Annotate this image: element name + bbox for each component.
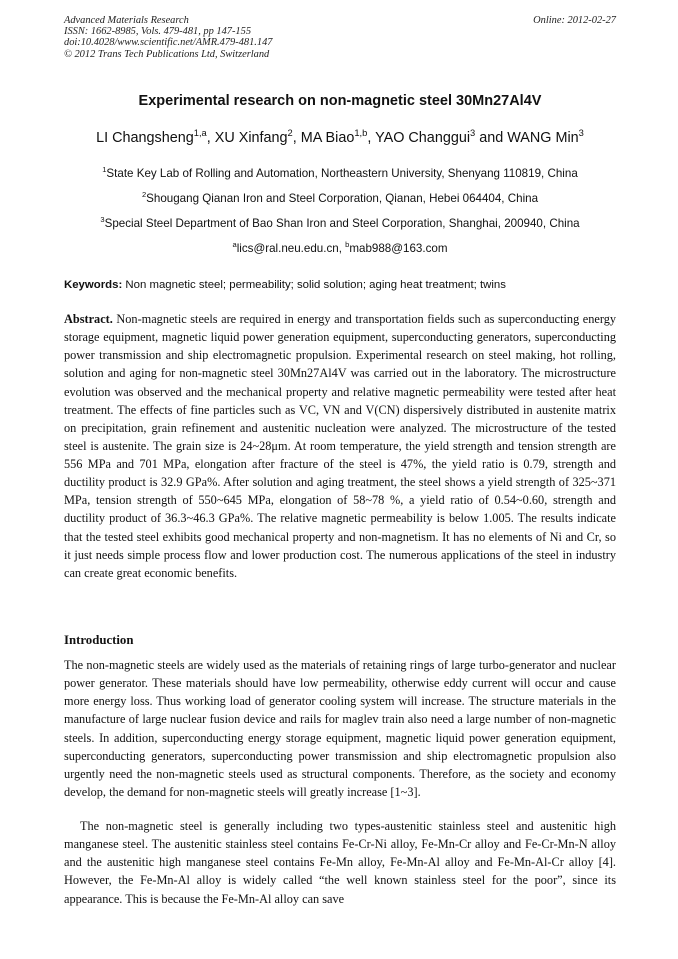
author-name: MA Biao — [300, 130, 355, 146]
abstract-text: Non-magnetic steels are required in energy and transportation fields such as superconducting energy storage equipment, magnetic liquid power generation equipment, superconducting generators, superconducting power transmission and ship electromagnetic propulsion. Experimental research on steel making, hot rolling, solution and aging for non-magnetic steel 30Mn27Al4V was carried out in the laboratory. The microstructure evolution was observed and the mechanical property and relative magnetic permeability were tested after heat treatment. The effects of fine particles such as VC, VN and V(CN) dispersively distributed in austenite matrix on precipitation, grain refinement and austenitic nucleation were analyzed. The microstructure of the tested steel is austenite. The grain size is 24~28μm. At room temperature, the yield strength and tension strength are 556 MPa and 701 MPa, elongation after fracture of the steel is 47%, the yield ratio is 0.79, strength and ductility product is 32.9 GPa%. After solution and aging treatment, the steel shows a yield strength of 325~371 MPa, tension strength of 550~645 MPa, elongation of 58~78 %, a yield ratio of 0.54~0.60, strength and ductility product of 36.3~46.3 GPa%. The relative magnetic permeability is below 1.005. The results indicate that the tested steel exhibits good mechanical property and non-magnetism. It has no elements of Ni and Cr, so it just needs simple process flow and lower production cost. The numerous applications of the steel in industry can create great economic benefits. — [64, 312, 616, 580]
keywords-text: Non magnetic steel; permeability; solid solution; aging heat treatment; twins — [122, 279, 506, 291]
author-name: LI Changsheng — [96, 130, 194, 146]
affiliation-1 — [40, 167, 640, 180]
intro-paragraph-1: The non-magnetic steels are widely used as the materials of retaining rings of large turbo-generator and nuclear power generator. These materials should have low permeability, otherwise eddy current will occur and cause more energy loss. Thus working load of generator cooling system will increase. The structure materials in the manufacture of large nuclear fusion device and rails for maglev train also need a large number of non-magnetic steels. In addition, superconducting energy storage equipment, magnetic liquid power generation equipment, superconducting generators, superconducting power transmission and ship electromagnetic propulsion also urgently need the non-magnetic steels used as structural components. Therefore, as the society and economy develop, the demand for non-magnetic steels will greatly increase [1~3]. — [64, 658, 616, 799]
author-mark: 2 — [287, 128, 293, 139]
author-mark: 1,a — [193, 128, 207, 139]
journal-header — [64, 15, 616, 60]
author-mark: 3 — [470, 128, 476, 139]
section-heading-introduction: Introduction — [64, 633, 134, 647]
affiliation-2 — [40, 192, 640, 205]
email-mark: b — [345, 240, 350, 250]
email-link[interactable]: lics@ral.neu.edu.cn — [236, 242, 339, 255]
affiliation-text: Shougang Qianan Iron and Steel Corporation, Qianan, Hebei 064404, China — [146, 192, 539, 205]
issn-line: ISSN: 1662-8985, Vols. 479-481, pp 147-155 — [64, 26, 252, 38]
affiliation-mark: 3 — [100, 215, 105, 225]
abstract-label: Abstract. — [64, 312, 113, 326]
affiliation-text: State Key Lab of Rolling and Automation, Northeastern University, Shenyang 110819, China — [106, 167, 578, 180]
abstract-paragraph — [64, 310, 616, 582]
author-name: WANG Min — [507, 130, 579, 146]
author-list — [40, 130, 640, 146]
email-mark: a — [232, 240, 237, 250]
author-name: YAO Changgui — [375, 130, 471, 146]
author-separator: , — [367, 130, 376, 146]
affiliation-text: Special Steel Department of Bao Shan Iron and Steel Corporation, Shanghai, 200940, China — [104, 217, 580, 230]
author-mark: 3 — [578, 128, 584, 139]
online-date: Online: 2012-02-27 — [533, 15, 616, 26]
affiliation-mark: 1 — [102, 165, 107, 175]
author-name: XU Xinfang — [214, 130, 288, 146]
copyright-line: © 2012 Trans Tech Publications Ltd, Switzerland — [64, 48, 270, 60]
affiliation-mark: 2 — [141, 190, 147, 200]
author-separator: , — [206, 130, 215, 146]
keywords — [64, 279, 616, 291]
journal-name: Advanced Materials Research — [64, 15, 189, 26]
author-separator: and — [475, 130, 508, 146]
intro-paragraph-2: The non-magnetic steel is generally including two types-austenitic stainless steel and austenitic high manganese steel. The austenitic stainless steel contains Fe-Cr-Ni alloy, Fe-Mn-Cr alloy and Fe-Cr-Mn-N alloy and the austenitic high manganese steel contains Fe-Mn alloy, Fe-Mn-Al alloy and Fe-Mn-Al-Cr alloy [4]. However, the Fe-Mn-Al alloy is widely called “the well known stainless steel for the poor”, since its appearance. This is because the Fe-Mn-Al alloy can save — [64, 819, 616, 906]
author-mark: 1,b — [354, 128, 368, 139]
keywords-label: Keywords: — [64, 279, 123, 291]
doi-link[interactable]: doi:10.4028/www.scientific.net/AMR.479-481.147 — [64, 37, 273, 49]
paper-title: Experimental research on non-magnetic steel 30Mn27Al4V — [138, 93, 542, 109]
email-line — [40, 242, 640, 255]
author-separator: , — [292, 130, 301, 146]
email-link[interactable]: mab988@163.com — [349, 242, 448, 255]
affiliation-3 — [40, 217, 640, 230]
email-separator: , — [338, 242, 346, 255]
